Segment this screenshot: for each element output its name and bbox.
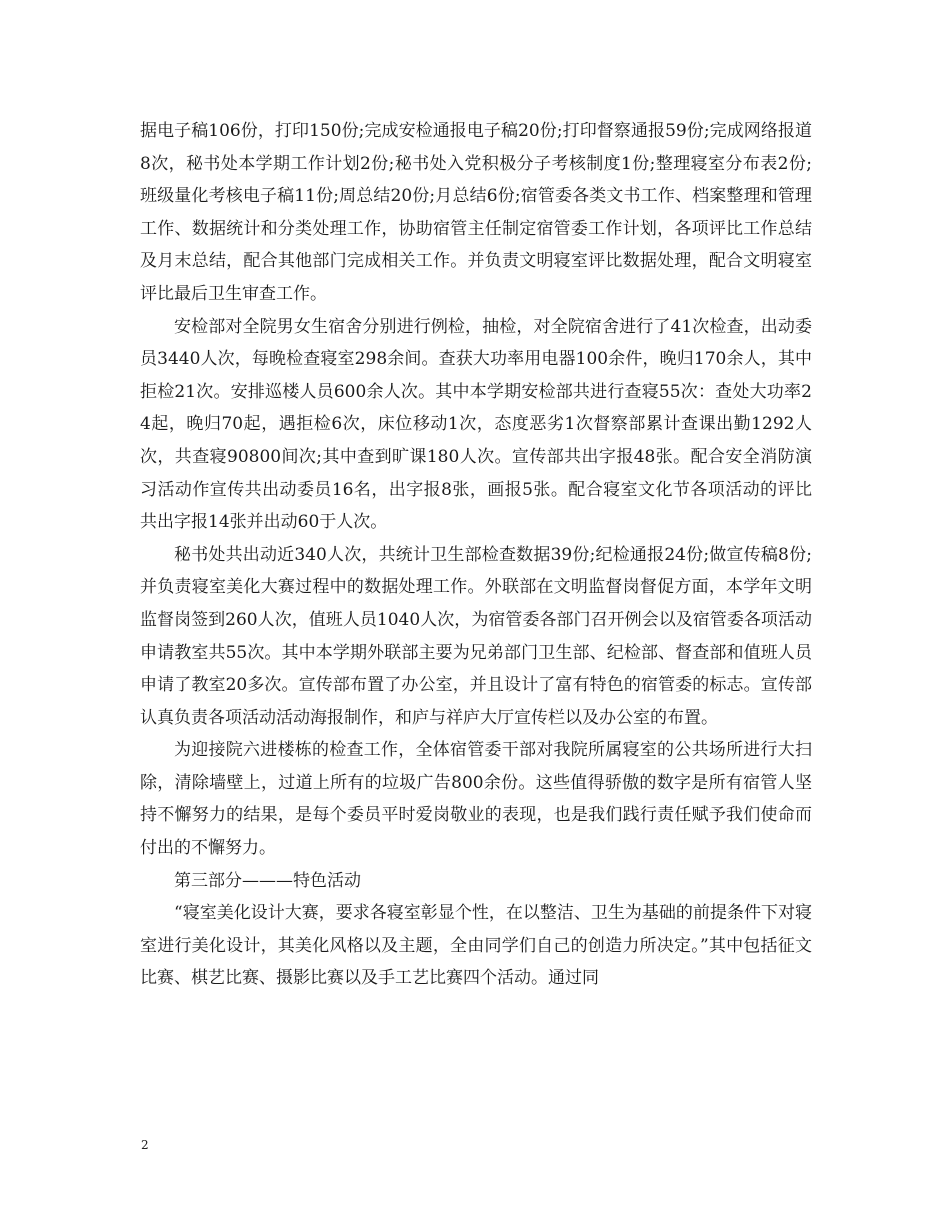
paragraph-1: 据电子稿106份，打印150份;完成安检通报电子稿20份;打印督察通报59份;完成网络报道8次，秘书处本学期工作计划2份;秘书处入党积极分子考核制度1份;整理寝室分布表2份;班级量化考核电子稿11份;周总结20份;月总结6份;宿管委各类文书工作、档案整理和管理工作、数据统计和分类处理工作，协助宿管主任制定宿管委工作计划，各项评比工作总结及月末总结，配合其他部门完成相关工作。并负责文明寝室评比数据处理，配合文明寝室评比最后卫生审查工作。 (140, 121, 812, 304)
paragraph-4: 为迎接院六进楼栋的检查工作，全体宿管委干部对我院所属寝室的公共场所进行大扫除，清除墙壁上，过道上所有的垃圾广告800余份。这些值得骄傲的数字是所有宿管人坚持不懈努力的结果，是每个委员平时爱岗敬业的表现，也是我们践行责任赋予我们使命而付出的不懈努力。 (140, 740, 812, 859)
page-number: 2 (141, 1138, 149, 1152)
paragraph-5: “寝室美化设计大赛，要求各寝室彰显个性，在以整洁、卫生为基础的前提条件下对寝室进行美化设计，其美化风格以及主题，全由同学们自己的创造力所决定。”其中包括征文比赛、棋艺比赛、摄影比赛以及手工艺比赛四个活动。通过同 (140, 903, 812, 989)
document-body (140, 115, 812, 995)
paragraph-3: 秘书处共出动近340人次，共统计卫生部检查数据39份;纪检通报24份;做宣传稿8份;并负责寝室美化大赛过程中的数据处理工作。外联部在文明监督岗督促方面，本学年文明监督岗签到260人次，值班人员1040人次，为宿管委各部门召开例会以及宿管委各项活动申请教室共55次。其中本学期外联部主要为兄弟部门卫生部、纪检部、督查部和值班人员申请了教室20多次。宣传部布置了办公室，并且设计了富有特色的宿管委的标志。宣传部认真负责各项活动活动海报制作，和庐与祥庐大厅宣传栏以及办公室的布置。 (140, 544, 812, 728)
paragraph-2: 安检部对全院男女生宿舍分别进行例检，抽检，对全院宿舍进行了41次检查，出动委员3440人次，每晚检查寝室298余间。查获大功率用电器100余件，晚归170余人，其中拒检21次。安排巡楼人员600余人次。其中本学期安检部共进行查寝55次：查处大功率24起，晚归70起，遇拒检6次，床位移动1次，态度恶劣1次督察部累计查课出勤1292人次，共查寝90800间次;其中查到旷课180人次。宣传部共出字报48张。配合安全消防演习活动作宣传共出动委员16名，出字报8张，画报5张。配合寝室文化节各项活动的评比共出字报14张并出动60于人次。 (140, 316, 812, 533)
section-heading: 第三部分———特色活动 (174, 870, 361, 891)
